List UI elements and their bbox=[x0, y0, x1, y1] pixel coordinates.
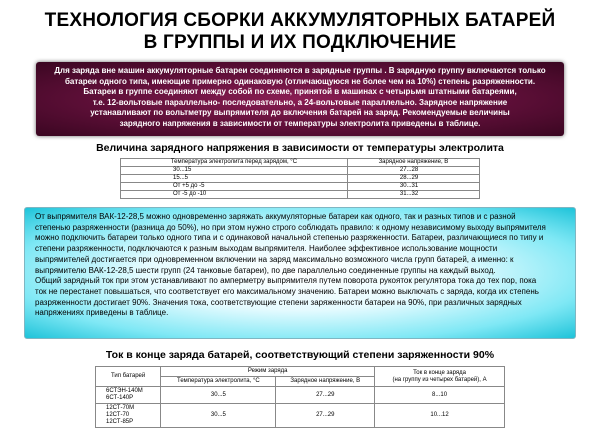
table-row bbox=[121, 175, 480, 183]
info-line: Общий зарядный ток при этом устанавливают по амперметру выпрямителя путем поворота рукояток регулятора тока до тех пор, пока bbox=[35, 276, 537, 286]
end-current-table bbox=[95, 366, 505, 428]
column-header: Тип батарей bbox=[96, 367, 161, 387]
battery-type: 6СТЭН-140М bbox=[106, 388, 143, 394]
table-row bbox=[121, 167, 480, 175]
table-cell: От +5 до -5 bbox=[121, 183, 348, 191]
header-line: Ток в конце заряда bbox=[413, 369, 466, 376]
table-cell: 27...29 bbox=[276, 404, 375, 428]
title-line-2: В ГРУППЫ И ИХ ПОДКЛЮЧЕНИЕ bbox=[143, 32, 457, 53]
table-header-row bbox=[96, 367, 505, 377]
voltage-temperature-table bbox=[120, 158, 480, 199]
table-cell: От -5 до -10 bbox=[121, 191, 348, 199]
table-row bbox=[121, 191, 480, 199]
column-header: Температура электролита, °С bbox=[161, 377, 276, 387]
intro-line: Батареи в группе соединяют между собой по схеме, принятой в машинах с четырьмя штатными батареями, bbox=[83, 87, 517, 97]
column-header: Режим заряда bbox=[161, 367, 375, 377]
info-line: выпрямителю ВАК-12-28,5 шести групп (24 танковые батареи), по две параллельно соединенные группы на каждый выход. bbox=[35, 265, 496, 275]
column-header: Зарядное напряжение, В bbox=[276, 377, 375, 387]
table-cell: 31...32 bbox=[347, 191, 479, 199]
info-line: выпрямителей достигается при одновременном включении на заряд максимально возможного числа групп батарей, а именно: к bbox=[35, 254, 514, 264]
table-cell: 30...31 bbox=[347, 183, 479, 191]
table-cell: 28...29 bbox=[347, 175, 479, 183]
info-line: напряжениях приведены в таблице. bbox=[35, 308, 169, 318]
header-line: (на группу из четырех батарей), А bbox=[392, 376, 487, 383]
intro-line: устанавливают по вольтметру выпрямителя до включения батарей на заряд. Рекомендуемые величины bbox=[90, 108, 510, 118]
table1-heading: Величина зарядного напряжения в зависимости от температуры электролита bbox=[96, 142, 504, 154]
table-cell: 30...5 bbox=[161, 404, 276, 428]
table-cell: 8...10 bbox=[375, 387, 505, 404]
battery-type: 12СТ-85Р bbox=[106, 419, 134, 425]
column-header bbox=[375, 367, 505, 387]
info-line: ток не перестанет повышаться, что соответствует его максимальному значению. Батареи можно выключать с заряда, когда их степень bbox=[35, 286, 539, 296]
info-line: степенью разряженности (разница до 50%), но при этом нужно строго соблюдать правило: к одному независимому выходу выпрямителя bbox=[35, 222, 546, 232]
battery-type: 12СТ-70 bbox=[106, 412, 130, 418]
info-line: можно подключить батареи только одного типа и с одинаковой начальной степенью разряженности. Батареи, различающиеся по типу и bbox=[35, 233, 544, 243]
table-cell: 27...29 bbox=[276, 387, 375, 404]
battery-type-cell bbox=[96, 387, 161, 404]
info-line: степени разряженности, подключаются к разным выходам выпрямителя. Наиболее эффективное использование мощности bbox=[35, 244, 498, 254]
battery-type-cell bbox=[96, 404, 161, 428]
table-cell: 30...15 bbox=[121, 167, 348, 175]
info-line: От выпрямителя ВАК-12-28,5 можно одновременно заряжать аккумуляторные батареи как одного, так и разных типов и с разной bbox=[35, 212, 516, 221]
intro-line: батареи одного типа, имеющие примерно одинаковую (отличающуюся не более чем на 10%) степень разряженности. bbox=[64, 76, 536, 86]
info-panel bbox=[24, 207, 576, 339]
battery-type: 6СТ-140Р bbox=[106, 395, 134, 401]
table-header-row bbox=[121, 159, 480, 167]
page-title bbox=[18, 10, 582, 54]
intro-line: зарядного напряжения в зависимости от температуры электролита приведены в таблице. bbox=[119, 118, 481, 128]
intro-line: т.е. 12-вольтовые параллельно- последовательно, а 24-вольтовые параллельно. Зарядное напряжение bbox=[92, 97, 508, 107]
intro-panel bbox=[36, 62, 564, 136]
column-header: Зарядное напряжение, В bbox=[347, 159, 479, 167]
battery-type: 12СТ-70М bbox=[106, 405, 135, 411]
table2-heading: Ток в конце заряда батарей, соответствующий степени заряженности 90% bbox=[105, 349, 495, 361]
table-cell: 30...5 bbox=[161, 387, 276, 404]
intro-line: Для заряда вне машин аккумуляторные батареи соединяются в зарядные группы . В зарядную группу включаются только bbox=[54, 66, 546, 75]
table-cell: 10...12 bbox=[375, 404, 505, 428]
table-row bbox=[121, 183, 480, 191]
table-row bbox=[96, 387, 505, 404]
table-row bbox=[96, 404, 505, 428]
title-line-1: ТЕХНОЛОГИЯ СБОРКИ АККУМУЛЯТОРНЫХ БАТАРЕЙ bbox=[44, 10, 556, 31]
info-line: разряженности достигает 90%. Значения тока, соответствующие степени заряженности батареи на 90%, при различных зарядных bbox=[35, 297, 522, 307]
table-cell: 15...5 bbox=[121, 175, 348, 183]
column-header: Температура электролита перед зарядом, °С bbox=[121, 159, 348, 167]
table-cell: 27...28 bbox=[347, 167, 479, 175]
